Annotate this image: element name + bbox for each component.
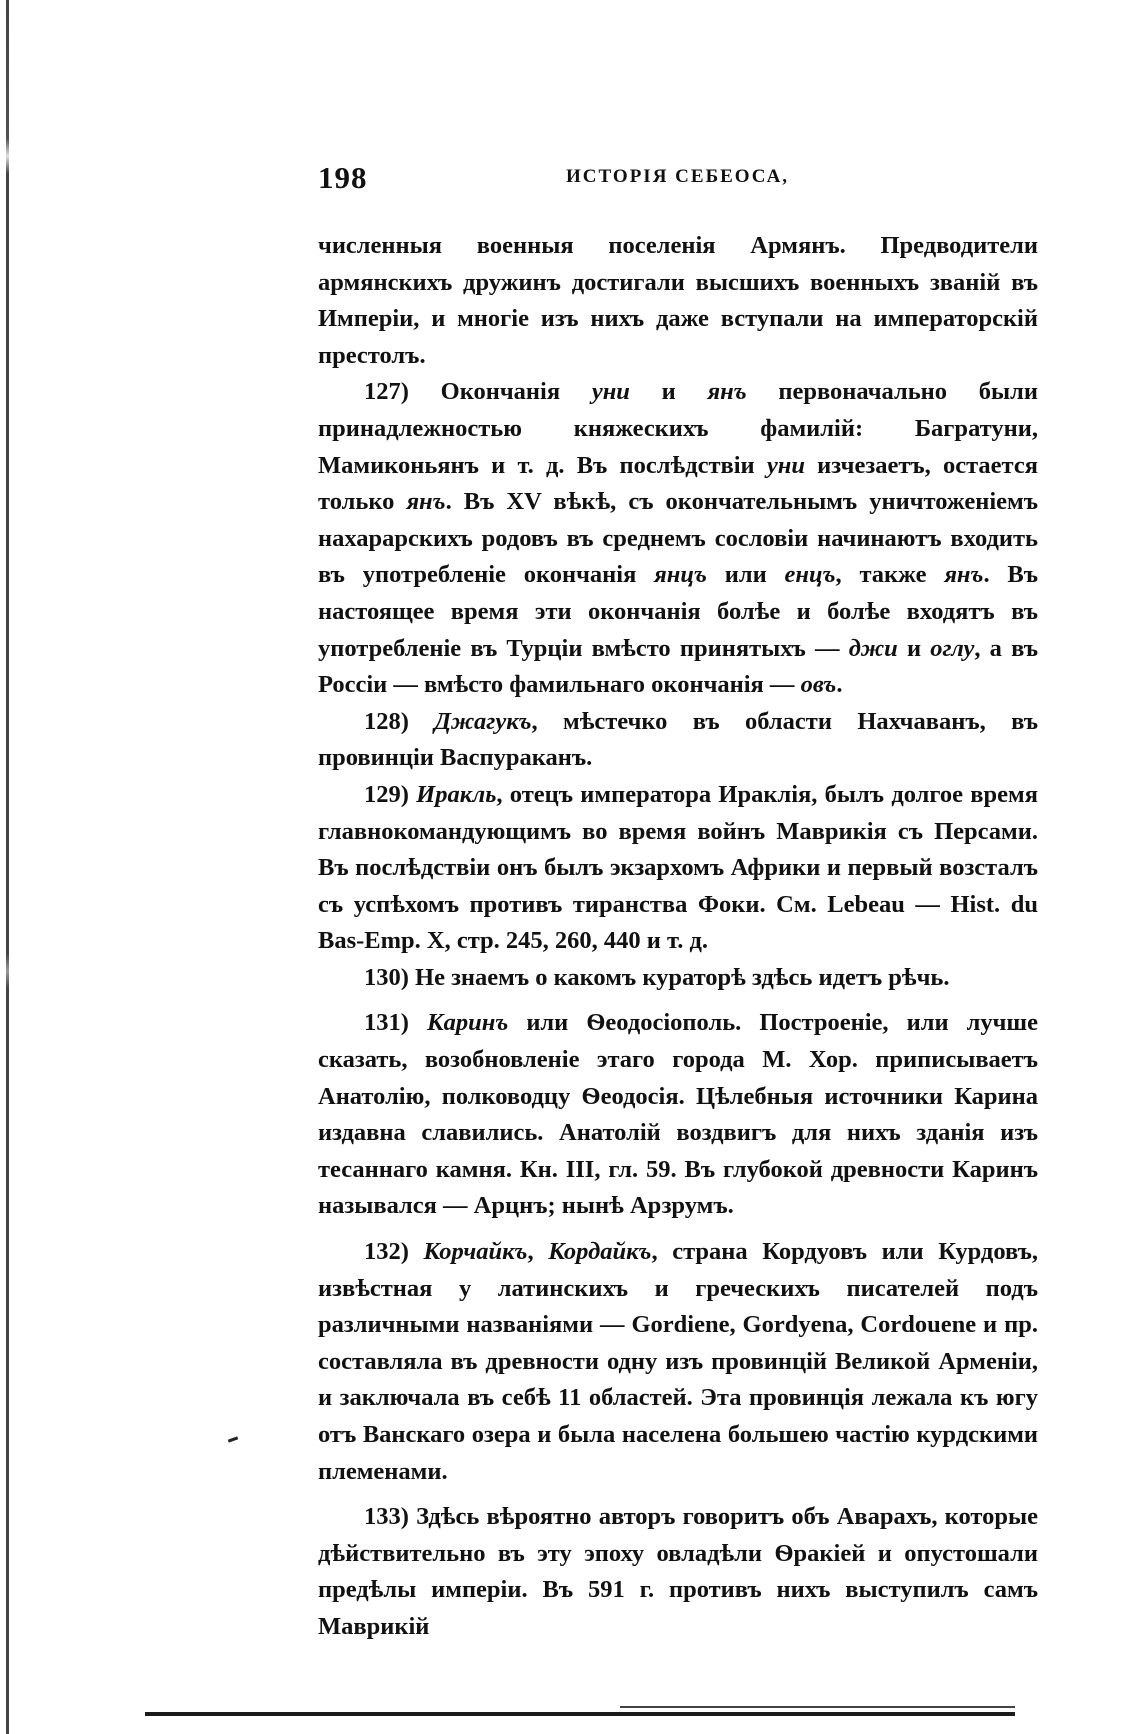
text-run: и <box>897 634 931 662</box>
text-run: 131) <box>364 1009 427 1037</box>
italic-term: янъ <box>406 488 446 516</box>
italic-term: Иракль <box>416 780 497 808</box>
italic-term: янцъ <box>654 561 707 589</box>
page-number: 198 <box>318 160 368 195</box>
scan-binding-edge <box>6 0 9 1734</box>
note-133 <box>318 1499 1038 1645</box>
bottom-rule-thin <box>620 1706 1015 1708</box>
text-run: . <box>836 671 843 699</box>
page-header <box>318 160 1038 200</box>
italic-term: Джагукъ <box>434 707 532 735</box>
text-run: изчезаетъ, остается только <box>318 451 1039 516</box>
note-130 <box>318 960 1038 997</box>
italic-term: Кордайкъ <box>548 1238 652 1266</box>
text-run: , мѣстечко въ области Нахчаванъ, въ провинціи Васпураканъ. <box>318 707 1038 772</box>
note-128 <box>318 704 1038 777</box>
text-run: 133) Здѣсь вѣроятно авторъ говоритъ объ Аварахъ, которые дѣйствительно въ эту эпоху овладѣли Ѳракіей и опустошали предѣлы имперіи. Въ 591 г. противъ нихъ выступилъ самъ Маврикій <box>318 1503 1038 1640</box>
text-run: 129) <box>364 780 417 808</box>
text-run: или <box>706 561 785 589</box>
text-run: 128) <box>364 707 435 735</box>
text-run: первоначально были принадлежностью княжескихъ фамилій: Багратуни, Мамиконьянъ и т. д. Въ послѣдствіи <box>318 378 1039 479</box>
paragraph-continuation <box>318 228 1038 374</box>
text-run: численныя военныя поселенія Армянъ. Предводители армянскихъ дружинъ достигали высшихъ военныхъ званій въ Имперіи, и многіе изъ нихъ даже вступали на императорскій престолъ. <box>318 232 1038 369</box>
italic-term: уни <box>591 378 630 406</box>
italic-term: овъ <box>800 671 837 699</box>
page-body-text <box>318 228 1038 1646</box>
text-run: 130) Не знаемъ о какомъ кураторѣ здѣсь идетъ рѣчь. <box>364 963 950 991</box>
stray-ink-mark <box>228 1436 238 1442</box>
text-run: . Въ XV вѣкѣ, съ окончательнымъ уничтоженіемъ нахарарскихъ родовъ въ среднемъ сословіи начинаютъ входить въ употребленіе окончанія <box>318 488 1038 589</box>
note-129 <box>318 777 1038 960</box>
italic-term: янъ <box>944 561 984 589</box>
text-run: 127) Окончанія <box>364 378 592 406</box>
italic-term: уни <box>766 451 805 479</box>
italic-term: Каринъ <box>426 1009 509 1037</box>
italic-term: оглу <box>930 634 975 662</box>
italic-term: янъ <box>707 378 747 406</box>
bottom-rule <box>145 1712 1015 1716</box>
text-run: , отецъ императора Ираклія, былъ долгое время главнокомандующимъ во время войнъ Маврикія съ Персами. Въ послѣдствіи онъ былъ экзархомъ Африки и первый возсталъ съ успѣхомъ противъ тиранства Фоки. См. Lebeau — Hist. du Bas-Emp. X, стр. 245, 260, 440 и т. д. <box>318 780 1038 955</box>
running-title: ИСТОРІЯ СЕБЕОСА, <box>566 166 790 187</box>
italic-term: Корчайкъ <box>423 1238 528 1266</box>
text-run: или Ѳеодосіополь. Построеніе, или лучше сказать, возобновленіе этаго города М. Хор. приписываетъ Анатолію, полководцу Ѳеодосія. Цѣлебныя источники Карина издавна славились. Анатолій воздвигъ для нихъ зданія изъ тесаннаго камня. Кн. III, гл. 59. Въ глубокой древности Каринъ назывался — Арцнъ; нынѣ Арзрумъ. <box>318 1009 1038 1220</box>
text-run: , <box>527 1238 549 1266</box>
italic-term: джи <box>848 634 898 662</box>
note-132 <box>318 1234 1038 1490</box>
text-run: , а въ Россіи — вмѣсто фамильнаго окончанія — <box>318 634 1038 699</box>
italic-term: енцъ <box>784 561 836 589</box>
note-131 <box>318 1005 1038 1225</box>
text-run: , страна Кордуовъ или Курдовъ, извѣстная у латинскихъ и греческихъ писателей подъ различными названіями — Gordiene, Gordyena, Cordouene и пр. составляла въ древности одну изъ провинцій Великой Арменіи, и заключала въ себѣ 11 областей. Эта провинція лежала къ югу отъ Ванскаго озера и была населена большею частію курдскими племенами. <box>318 1238 1038 1485</box>
note-127 <box>318 374 1038 703</box>
text-run: , также <box>835 561 945 589</box>
text-run: и <box>629 378 708 406</box>
text-run: . Въ настоящее время эти окончанія болѣе и болѣе входятъ въ употребленіе въ Турціи вмѣсто принятыхъ — <box>318 561 1039 662</box>
text-run: 132) <box>364 1238 424 1266</box>
